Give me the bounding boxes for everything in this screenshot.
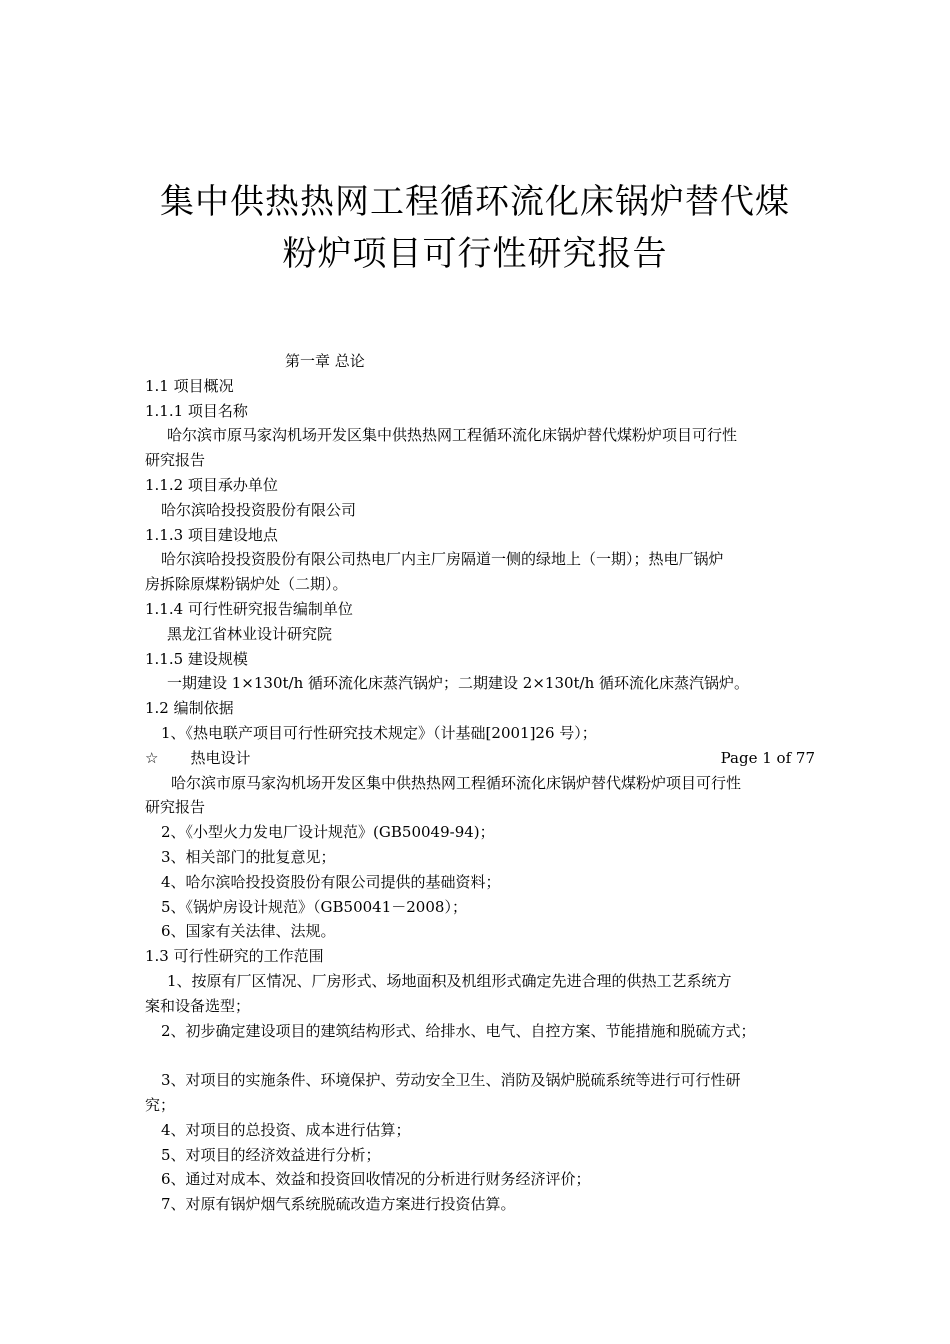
heading-1-1-5: 1.1.5 建设规模 <box>145 649 248 668</box>
project-name-line-b: 研究报告 <box>145 451 206 470</box>
basis-item-1: 1、《热电联产项目可行性研究技术规定》（计基础[2001]26 号）； <box>161 723 597 742</box>
blank-line <box>145 1043 815 1068</box>
basis-item-5: 5、《锅炉房设计规范》（GB50041－2008）； <box>161 897 467 916</box>
page-number: Page 1 of 77 <box>720 748 815 767</box>
star-icon: ☆ <box>145 748 159 767</box>
heading-1-2: 1.2 编制依据 <box>145 699 234 718</box>
heading-1-1-4: 1.1.4 可行性研究报告编制单位 <box>145 599 353 618</box>
compiler-text: 黑龙江省林业设计研究院 <box>167 624 333 643</box>
scope-item-5: 5、对项目的经济效益进行分析； <box>161 1145 381 1164</box>
sponsor-text: 哈尔滨哈投投资股份有限公司 <box>161 500 357 519</box>
location-line-a: 哈尔滨哈投投资股份有限公司热电厂内主厂房隔道一侧的绿地上（一期）；热电厂锅炉 <box>161 550 724 569</box>
basis-item-3: 3、相关部门的批复意见； <box>161 847 336 866</box>
location-line-b: 房拆除原煤粉锅炉处（二期）。 <box>145 575 348 594</box>
heading-1-1-3: 1.1.3 项目建设地点 <box>145 525 278 544</box>
project-name-line-a: 哈尔滨市原马家沟机场开发区集中供热热网工程循环流化床锅炉替代煤粉炉项目可行性 <box>167 426 738 445</box>
title-line-2: 粉炉项目可行性研究报告 <box>282 234 668 274</box>
heading-1-3: 1.3 可行性研究的工作范围 <box>145 947 324 966</box>
scope-item-6: 6、通过对成本、效益和投资回收情况的分析进行财务经济评价； <box>161 1170 591 1189</box>
page-footer <box>145 746 815 771</box>
heading-1-1: 1.1 项目概况 <box>145 376 234 395</box>
scope-item-3-line-b: 究； <box>145 1095 176 1114</box>
scope-item-1-line-b: 案和设备选型； <box>145 996 251 1015</box>
basis-item-4: 4、哈尔滨哈投投资股份有限公司提供的基础资料； <box>161 872 501 891</box>
scope-item-1-line-a: 1、按原有厂区情况、厂房形式、场地面积及机组形式确定先进合理的供热工艺系统方 <box>167 971 732 990</box>
scope-item-7: 7、对原有锅炉烟气系统脱硫改造方案进行投资估算。 <box>161 1195 516 1214</box>
chapter-heading: 第一章 总论 <box>285 352 365 370</box>
title-line-1: 集中供热热网工程循环流化床锅炉替代煤 <box>160 182 790 222</box>
running-header-line-a: 哈尔滨市原马家沟机场开发区集中供热热网工程循环流化床锅炉替代煤粉炉项目可行性 <box>171 773 742 792</box>
scope-item-3-line-a: 3、对项目的实施条件、环境保护、劳动安全卫生、消防及锅炉脱硫系统等进行可行性研 <box>161 1071 741 1090</box>
document-body <box>145 349 815 1217</box>
basis-item-2: 2、《小型火力发电厂设计规范》(GB50049-94)； <box>161 823 495 842</box>
scale-text: 一期建设 1×130t/h 循环流化床蒸汽锅炉；二期建设 2×130t/h 循环流化床蒸汽锅炉。 <box>167 674 750 693</box>
heading-1-1-1: 1.1.1 项目名称 <box>145 401 248 420</box>
scope-item-2: 2、初步确定建设项目的建筑结构形式、给排水、电气、自控方案、节能措施和脱硫方式； <box>161 1021 756 1040</box>
scope-item-4: 4、对项目的总投资、成本进行估算； <box>161 1120 411 1139</box>
heading-1-1-2: 1.1.2 项目承办单位 <box>145 475 278 494</box>
footer-label: 热电设计 <box>190 748 251 767</box>
basis-item-6: 6、国家有关法律、法规。 <box>161 922 336 941</box>
document-title <box>0 176 950 280</box>
running-header-line-b: 研究报告 <box>145 798 206 817</box>
